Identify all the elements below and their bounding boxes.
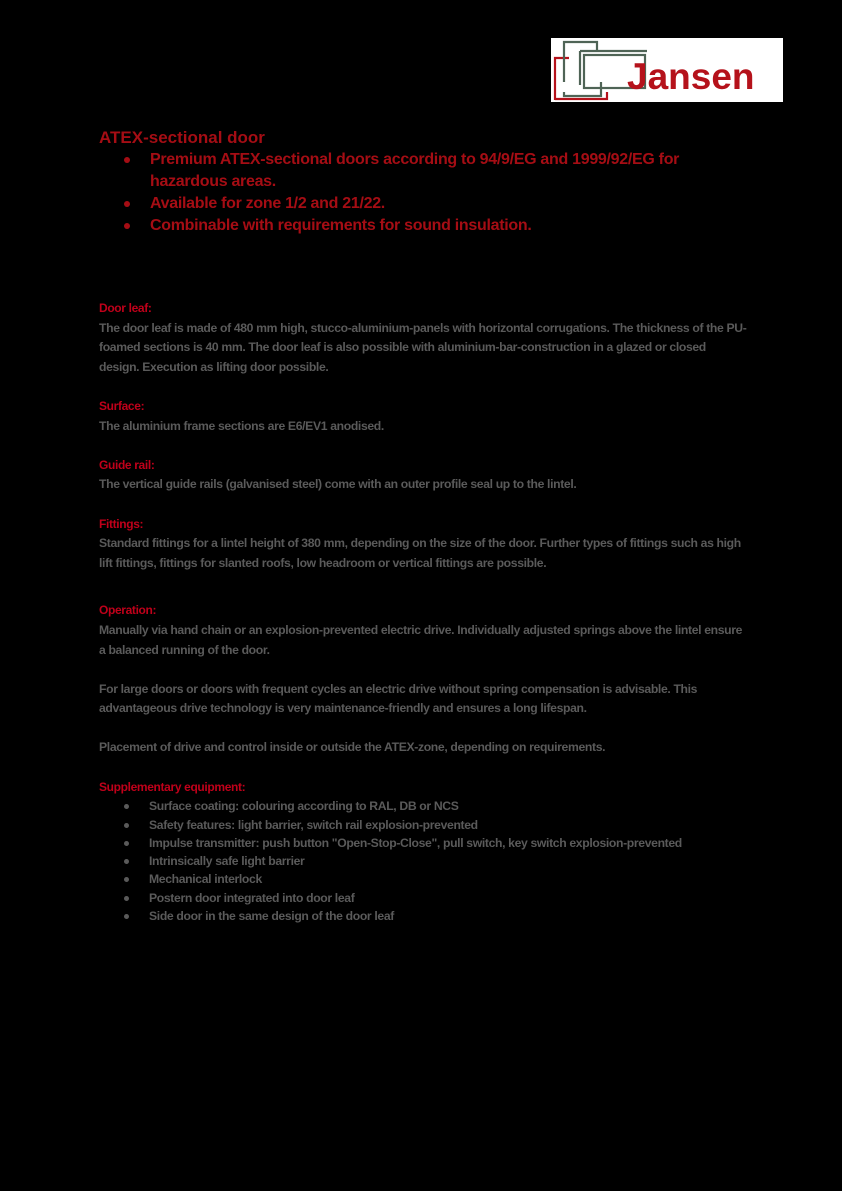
- list-item: [99, 870, 749, 888]
- list-item-text: Impulse transmitter: push button "Open-Stop-Close", pull switch, key switch explosion-prevented: [149, 835, 682, 850]
- section-text: Manually via hand chain or an explosion-prevented electric drive. Individually adjusted springs above the lintel ensure a balanced running of the door.: [99, 622, 743, 657]
- list-item-text: Mechanical interlock: [149, 872, 262, 887]
- feature-list: [99, 149, 759, 237]
- list-item: [99, 834, 749, 852]
- jansen-logo: [551, 38, 783, 102]
- list-item: [99, 797, 749, 815]
- bullet-icon: [124, 896, 129, 901]
- section-surface: [99, 397, 749, 436]
- section-text: Placement of drive and control inside or outside the ATEX-zone, depending on requirements.: [99, 740, 606, 755]
- supplementary-list: [99, 797, 749, 925]
- list-item-text: Postern door integrated into door leaf: [149, 890, 355, 905]
- section-label: Door leaf:: [99, 301, 152, 315]
- document-body: [99, 299, 749, 945]
- bullet-icon: [124, 841, 129, 846]
- paragraph-spacer: [99, 719, 749, 739]
- bullet-icon: [124, 823, 129, 828]
- feature-item: [99, 149, 710, 193]
- feature-text: Premium ATEX-sectional doors according to 94/9/EG and 1999/92/EG for hazardous areas.: [150, 151, 680, 190]
- feature-text: Combinable with requirements for sound insulation.: [150, 217, 532, 234]
- bullet-icon: [124, 877, 129, 882]
- list-item: [99, 907, 749, 925]
- section-operation: [99, 601, 749, 758]
- bullet-icon: [124, 859, 129, 864]
- logo-wordmark: Jansen: [627, 56, 755, 97]
- feature-text: Available for zone 1/2 and 21/22.: [150, 195, 385, 212]
- section-text: The aluminium frame sections are E6/EV1 anodised.: [99, 418, 384, 433]
- section-label: Guide rail:: [99, 457, 155, 472]
- section-fittings: [99, 515, 749, 574]
- list-item: [99, 852, 749, 870]
- section-label: Surface:: [99, 398, 145, 413]
- list-item: [99, 816, 749, 834]
- list-item-text: Side door in the same design of the door leaf: [149, 909, 394, 924]
- list-item-text: Intrinsically safe light barrier: [149, 854, 305, 869]
- section-label: Supplementary equipment:: [99, 779, 246, 794]
- paragraph-spacer: [99, 660, 749, 680]
- list-item-text: Surface coating: colouring according to RAL, DB or NCS: [149, 799, 459, 814]
- bullet-icon: [124, 223, 130, 229]
- section-text: The door leaf is made of 480 mm high, stucco-aluminium-panels with horizontal corrugations. The thickness of the PU-foamed sections is 40 mm. The door leaf is also possible with aluminium-bar-construction in a glazed or closed design. Execution as lifting door possible.: [99, 320, 747, 374]
- list-item: [99, 889, 749, 907]
- feature-item: [99, 215, 710, 237]
- section-door-leaf: [99, 299, 749, 377]
- feature-item: [99, 193, 710, 215]
- bullet-icon: [124, 914, 129, 919]
- section-label: Fittings:: [99, 516, 144, 531]
- page-title: ATEX-sectional door: [99, 128, 265, 147]
- section-text: The vertical guide rails (galvanised steel) come with an outer profile seal up to the lintel.: [99, 477, 577, 492]
- bullet-icon: [124, 201, 130, 207]
- bullet-icon: [124, 804, 129, 809]
- section-guide-rail: [99, 456, 749, 495]
- section-label: Operation:: [99, 603, 157, 618]
- list-item-text: Safety features: light barrier, switch rail explosion-prevented: [149, 817, 478, 832]
- title-block: [99, 127, 759, 237]
- section-supplementary-equipment: [99, 778, 749, 926]
- bullet-icon: [124, 157, 130, 163]
- section-text: For large doors or doors with frequent cycles an electric drive without spring compensation is advisable. This advantageous drive technology is very maintenance-friendly and ensures a long lifespan.: [99, 681, 698, 716]
- section-text: Standard fittings for a lintel height of 380 mm, depending on the size of the door. Further types of fittings such as high lift fittings, fittings for slanted roofs, low headroom or vertical fittings are possible.: [99, 536, 741, 570]
